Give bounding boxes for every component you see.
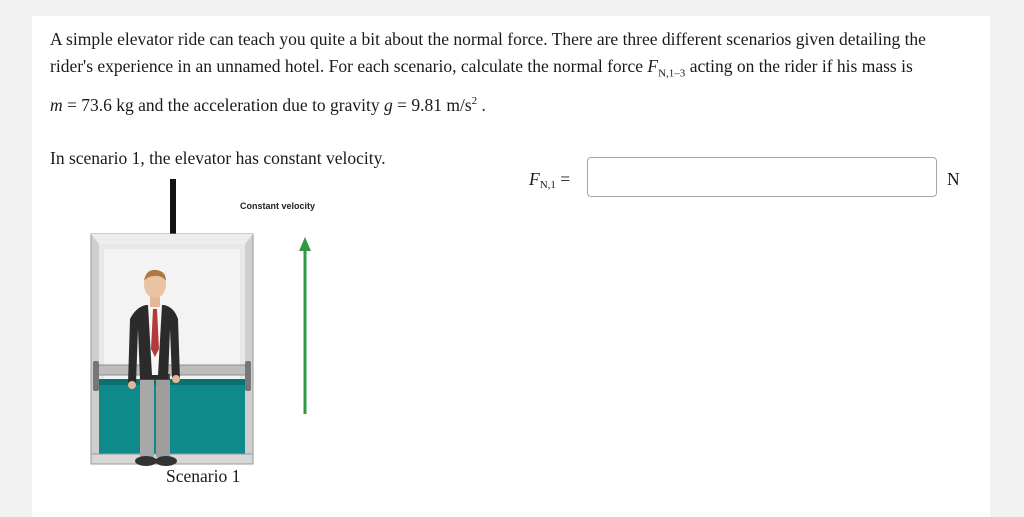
scenario-caption: Scenario 1 (166, 466, 241, 486)
elevator-lower-panel (99, 379, 245, 454)
gravity-exponent: 2 (471, 94, 478, 107)
scenario-description: In scenario 1, the elevator has constant velocity. (50, 148, 386, 168)
gravity-value: = 9.81 m/s (392, 94, 472, 115)
normal-force-input[interactable] (587, 157, 937, 197)
question-card (32, 16, 990, 517)
gravity-symbol: g (384, 94, 393, 115)
intro-text-1: A simple elevator ride can teach you quite a bit about the normal force. There are three different scenarios given detailing the rider's experience in an unnamed hotel. For each scenario, calculate the normal force (50, 29, 926, 76)
answer-equals: = (555, 169, 571, 189)
force-symbol: F (647, 56, 659, 76)
answer-unit: N (947, 169, 960, 189)
mass-symbol: m (50, 94, 63, 115)
answer-label (529, 168, 570, 196)
elevator-illustration (90, 179, 350, 499)
intro-end: . (477, 94, 486, 115)
velocity-arrow-head (299, 237, 311, 251)
elevator-cable (170, 179, 176, 235)
mass-value: = 73.6 kg and the acceleration due to gravity (62, 94, 384, 115)
answer-force-symbol: F (529, 169, 540, 189)
answer-force-subscript: N,1 (539, 179, 556, 191)
elevator-car-bevel (91, 234, 253, 244)
intro-text-2: acting on the rider if his mass is (685, 56, 913, 76)
force-subscript: N,1–3 (658, 67, 686, 80)
velocity-label: Constant velocity (240, 201, 316, 211)
problem-statement (50, 26, 970, 118)
